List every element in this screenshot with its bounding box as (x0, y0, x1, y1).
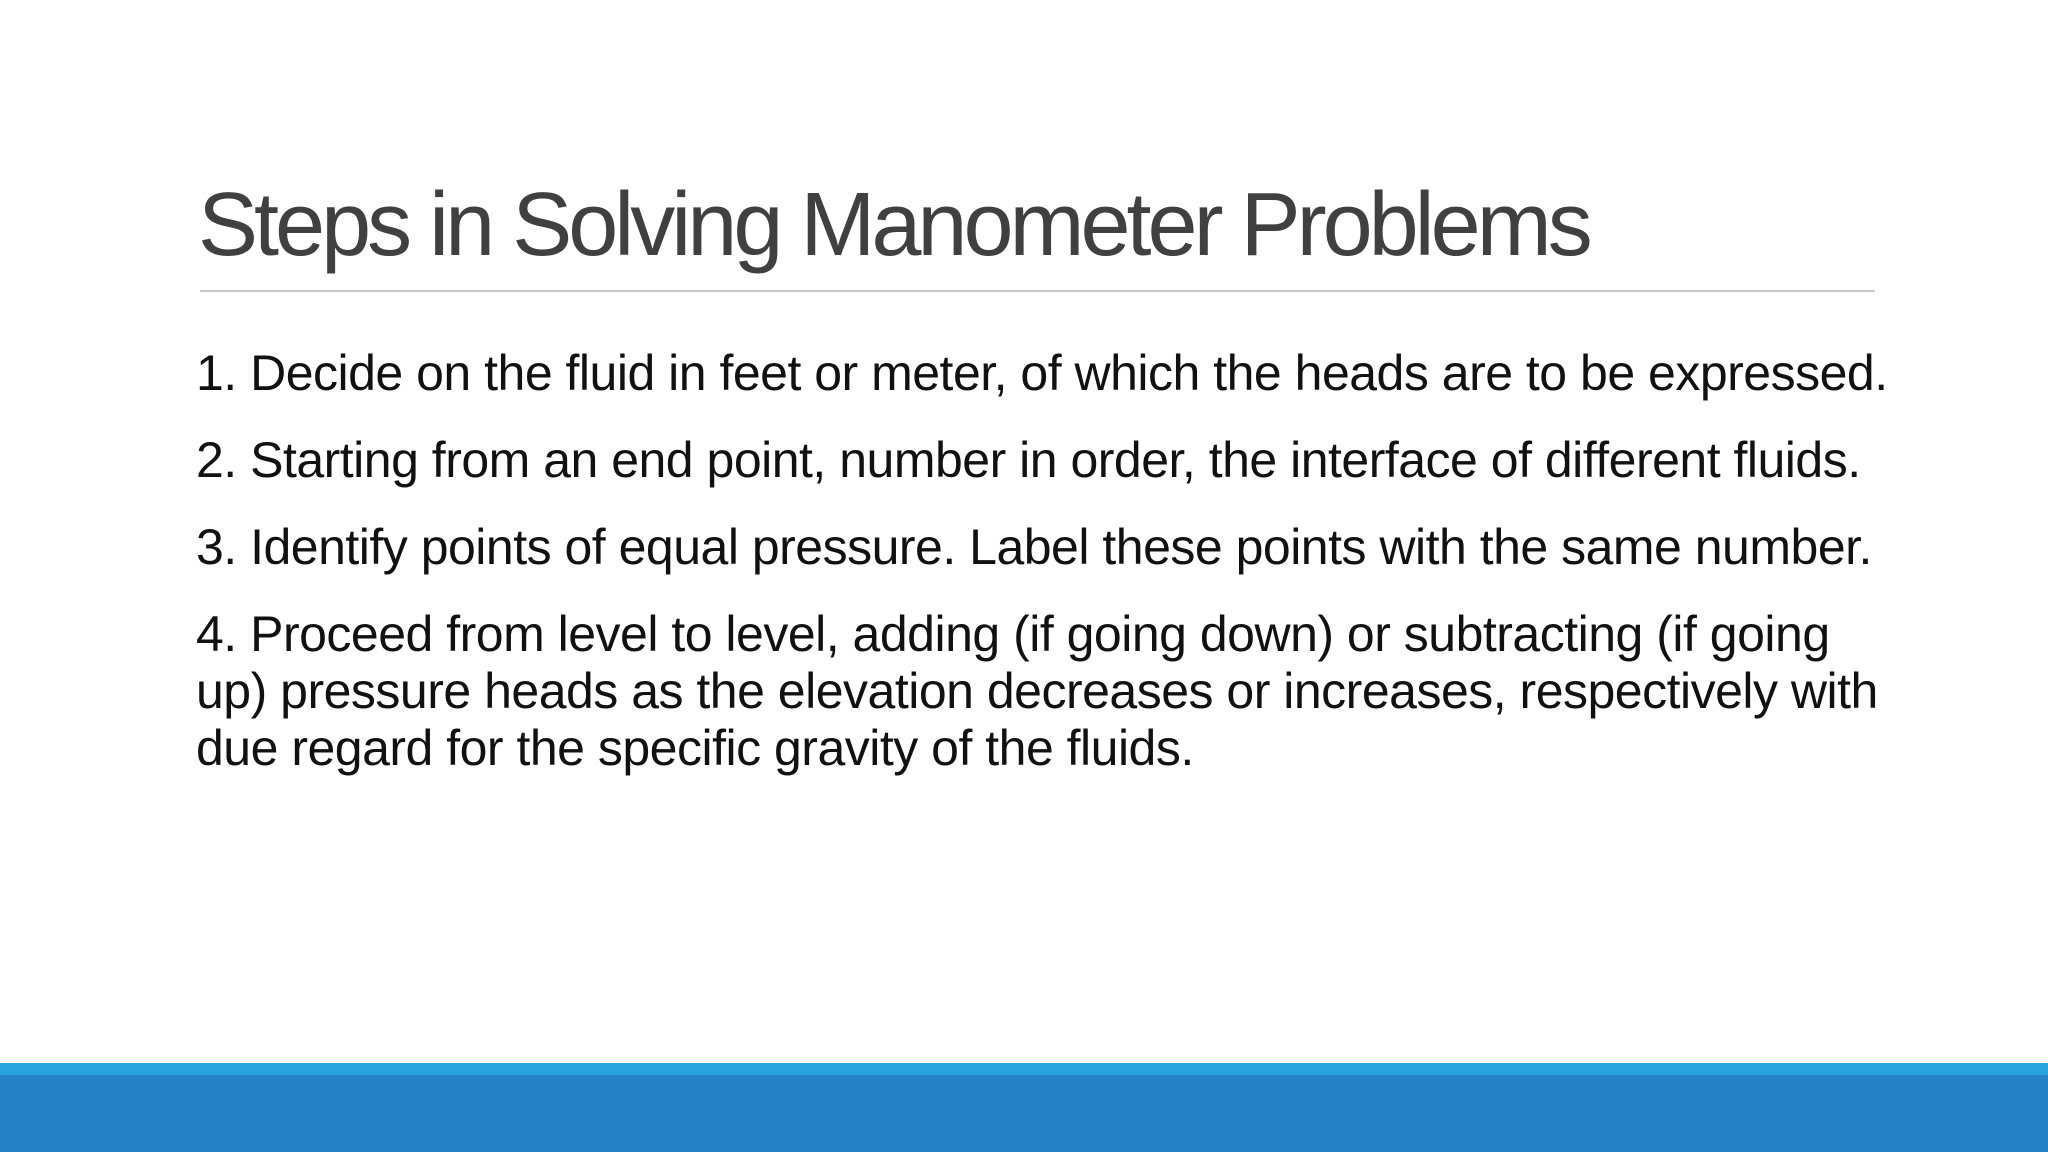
steps-list (196, 345, 1896, 807)
step-item: 2. Starting from an end point, number in order, the interface of different fluids. (196, 432, 1861, 488)
slide-title: Steps in Solving Manometer Problems (198, 175, 1589, 275)
step-item: 3. Identify points of equal pressure. Label these points with the same number. (196, 519, 1872, 575)
step-item: 1. Decide on the fluid in feet or meter, of which the heads are to be expressed. (196, 345, 1888, 401)
footer-accent-stripe (0, 1063, 2048, 1075)
footer-bar (0, 1075, 2048, 1152)
step-item: 4. Proceed from level to level, adding (if going down) or subtracting (if going up) pressure heads as the elevation decreases or increases, respectively with due regard for the specific gravity of the fluids. (196, 606, 1878, 776)
title-divider (200, 290, 1875, 292)
